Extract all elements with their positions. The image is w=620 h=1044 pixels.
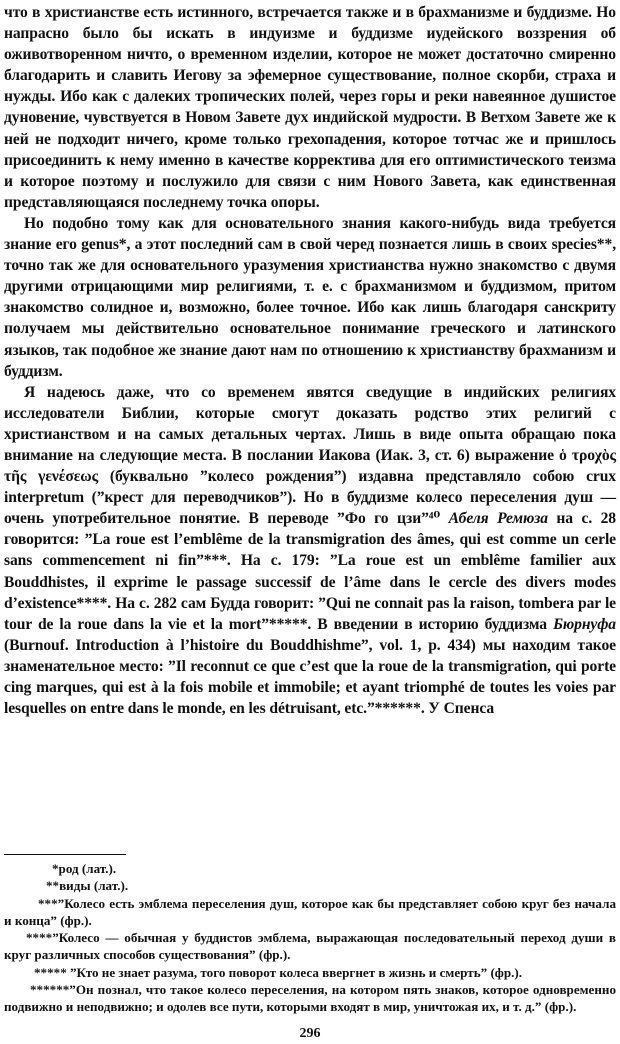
footnote-separator [4,854,126,855]
paragraph-2: Но подобно тому как для основательного знания какого-нибудь вида требуется знание его genus*, а этот последний сам в свой черед познается лишь в своих species**, точно так же для основательного уразумения христианства нужно знакомство с двумя другими отрицающими мир религиями, т. е. с брахманизмом и буддизмом, притом знакомство солидное и, возможно, более точное. Ибо как лишь благодаря санскриту получаем мы действительно основательное понимание греческого и латинского языков, так подобное же знание дают нам по отношению к христианству брахманизм и буддизм. [4,214,616,380]
paragraph-3-part-c: (Burnouf. Introduction à l’histoire du Bouddhishme”, vol. 1, p. 434) мы находим такое знаменательное место: ”Il reconnut ce que c’est que la roue de la transmigration, qui porte cing marques, qui est à la fois mobile et immobile; et ayant triomphé de toutes les voies par lesquelles on entre dans le monde, en les détruisant, etc.”******. У Спенса [4,636,616,718]
footnote-3: ***”Колесо есть эмблема переселения душ, которое как бы представляет собою круг без начала и конца” (фр.). [4,895,616,928]
author-name-burnouf: Бюрнуфа [553,615,616,633]
footnote-1: *род (лат.). [52,861,117,876]
page-number: 296 [299,1026,321,1041]
main-text [4,2,616,719]
paragraph-3 [4,382,616,720]
footnote-2: **виды (лат.). [46,878,129,894]
footnotes [4,860,616,1016]
footnote-4: ****”Колесо — обычная у буддистов эмблема, выражающая последовательный переход души в круг различных способов существования” (фр.). [4,930,616,963]
paragraph-3-part-a: Я надеюсь даже, что со временем явятся сведущие в индийских религиях исследователи Библии, которые смогут доказать родство этих религий с христианством и на самых детальных чертах. Лишь в виде опыта обращаю пока внимание на следующие места. В послании Иакова (Иак. 3, ст. 6) выражение ὁ τροχὸς τῆς γενέσεως (буквально ”колесо рождения”) издавна представляло собою crux interpretum (”крест для переводчиков”). Но в буддизме колесо переселения душ — очень употребительное понятие. В переводе ”Фо го цзи”⁴⁰ [4,383,616,528]
paragraph-3-part-b: на с. 28 говорится: ”La roue est l’emblême de la transmigration des âmes, qui est comme un cerle sans commencement ni fin”***. На с. 179: ”La roue est un emblême familier aux Bouddhistes, il exprime le passage successif de l’âme dans le cercle des divers modes d’existence****. На с. 282 сам Будда говорит: ”Qui ne connait pas la raison, tombera par le tour de la roue dans la vie et la mort”*****. В введении в историю буддизма [4,510,616,633]
paragraph-1: что в христианстве есть истинного, встречается также и в брахманизме и буддизме. Но напрасно было бы искать в индуизме и буддизме иудейского воззрения об оживотворенном ничто, о временном изделии, которое не может достаточно смиренно благодарить и славить Иегову за эфемерное существование, полное скорби, страха и нужды. Ибо как с далеких тропических полей, через горы и реки навеянное душистое дуновение, чувствуется в Новом Завете дух индийской мудрости. В Ветхом Завете же к ней не подходит ничего, кроме только грехопадения, которое тотчас же и пришлось присоединить к нему именно в качестве корректива для его оптимистического теизма и которое поэтому и послужило для связи с ним Нового Завета, как единственная представляющаяся последнему точка опоры. [4,4,616,211]
footnote-6: ******”Он познал, что такое колесо переселения, на котором пять знаков, которое одновременно подвижно и неподвижно; и одолев все пути, которыми входят в мир, уничтожая их, и т. д.” (фр.). [4,982,616,1015]
author-name-remusat: Абеля Ремюза [448,510,548,528]
book-page [4,2,616,1042]
footnote-5: ***** ”Кто не знает разума, того поворот колеса ввергнет в жизнь и смерть” (фр.). [34,964,523,980]
